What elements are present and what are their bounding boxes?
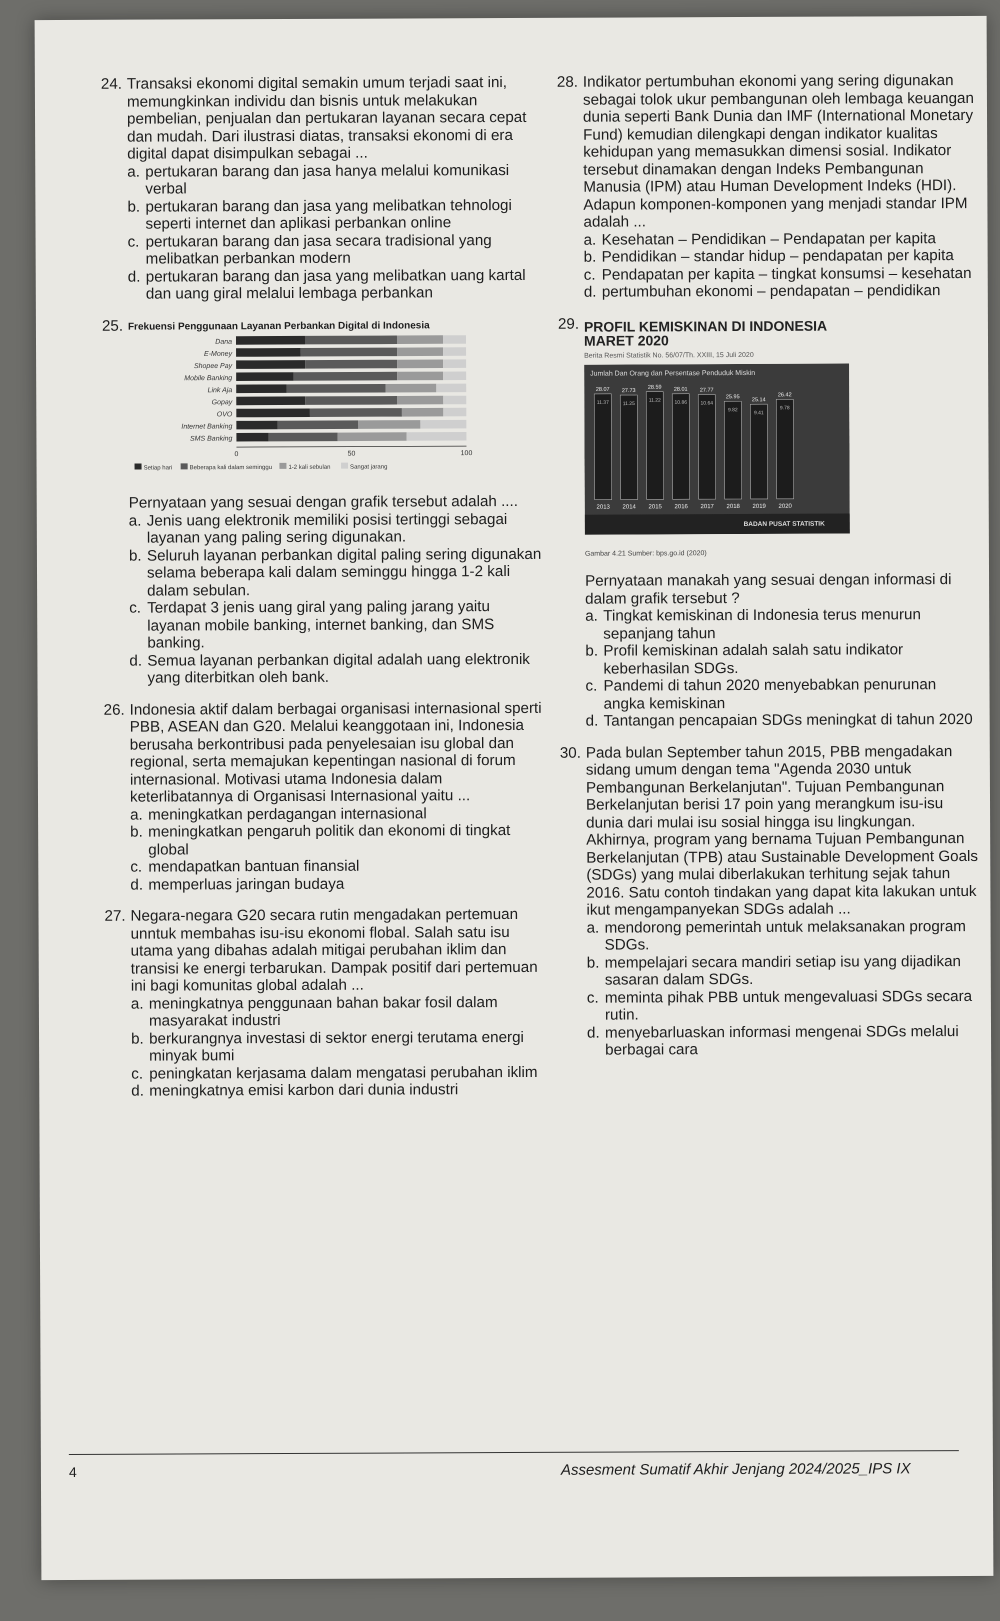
bar-segment: [397, 371, 443, 380]
legend-label: 1-2 kali sebulan: [288, 464, 331, 471]
year-label: 2020: [778, 503, 792, 510]
option-d[interactable]: d. menyebarluaskan informasi mengenai SDGs melalui berbagai cara: [586, 1022, 959, 1059]
option-c[interactable]: c. Terdapat 3 jenis uang giral yang paling jarang yaitu layanan mobile banking, internet banking, dan SMS banking.: [129, 598, 495, 652]
bar-segment: [407, 432, 467, 441]
poverty-bar: [724, 401, 741, 499]
option-a[interactable]: a. pertukaran barang dan jasa hanya melalui komunikasi verbal: [127, 161, 510, 198]
data-label: 28.07: [595, 386, 610, 393]
option-c[interactable]: c. Pandemi di tahun 2020 menyebabkan penurunan angka kemiskinan: [585, 676, 937, 713]
bar-segment: [305, 396, 397, 405]
option-d[interactable]: d. Tantangan pencapaian SDGs meningkat di tahun 2020: [585, 710, 973, 730]
bar-segment: [397, 395, 443, 404]
option-b[interactable]: b. berkurangnya investasi di sektor energi terutama energi minyak bumi: [131, 1028, 524, 1065]
year-label: 2017: [700, 504, 714, 511]
x-axis: [236, 446, 466, 447]
option-b[interactable]: b. Pendidikan – standar hidup – pendapatan per kapita: [583, 247, 954, 266]
question-30: [560, 742, 981, 1059]
bar-segment: [236, 420, 277, 429]
legend-swatch: [181, 463, 188, 469]
option-c[interactable]: c. mendapatkan bantuan finansial: [130, 857, 360, 876]
infographic-caption: Jumlah Dan Orang dan Persentase Penduduk Miskin: [590, 369, 756, 378]
poverty-infographic: [584, 318, 850, 539]
footer-divider: [69, 1450, 959, 1455]
data-label: 27.73: [621, 388, 636, 395]
footer-title: Assesment Sumatif Akhir Jenjang 2024/2025_IPS IX: [560, 1460, 911, 1479]
digital-banking-chart: [128, 319, 543, 486]
data-label: 28.01: [673, 386, 688, 393]
category-label: Gopay: [211, 398, 233, 406]
poverty-bar: [776, 399, 793, 499]
source-label: BADAN PUSAT STATISTIK: [743, 520, 825, 528]
question-stem: Negara-negara G20 secara rutin mengadakan pertemuan unntuk membahas isu-isu ekonomi flobal. Salah satu isu utama yang dibahas adalah mitigai perubahan iklim dan transisi ke energi terbarukan. Dampak positif dari pertemuan ini bagi komunitas global adalah ...: [130, 905, 538, 995]
bar-segment: [310, 408, 402, 417]
infographic-title: PROFIL KEMISKINAN DI INDONESIA MARET 2020: [583, 317, 827, 349]
percent-label: 11.37: [596, 399, 609, 406]
option-c[interactable]: c. meminta pihak PBB untuk mengevaluasi SDGs secara rutin.: [586, 987, 973, 1024]
poverty-bar-chart: [584, 364, 850, 535]
percent-label: 9.82: [727, 407, 738, 414]
poverty-bar: [594, 394, 611, 500]
question-number: 25.: [101, 317, 124, 335]
tick-label: 50: [347, 450, 356, 458]
percent-label: 10.64: [700, 400, 714, 407]
percent-label: 9.78: [779, 405, 790, 412]
bar-segment: [443, 359, 466, 368]
question-27: [104, 906, 545, 1100]
bar-segment: [278, 420, 359, 429]
option-b[interactable]: b. Seluruh layanan perbankan digital paling sering digunakan selama beberapa kali dalam seminggu hingga 1-2 kali dalam sebulan.: [128, 545, 542, 600]
frequency-bar-chart: [128, 330, 519, 482]
bar-segment: [236, 372, 294, 381]
question-number: 24.: [100, 75, 123, 93]
legend-swatch: [135, 463, 142, 469]
bar-segment: [397, 335, 443, 344]
question-26: [104, 699, 545, 893]
category-label: E-Money: [204, 350, 233, 358]
option-a[interactable]: a. mendorong pemerintah untuk melaksanakan program SDGs.: [586, 917, 966, 954]
tick-label: 0: [234, 450, 239, 458]
bar-segment: [358, 420, 420, 429]
legend-label: Beberapa kali dalam seminggu: [189, 464, 273, 471]
year-label: 2019: [752, 503, 766, 510]
question-number: 26.: [103, 701, 125, 719]
data-label: 27.77: [699, 387, 714, 394]
category-label: Dana: [215, 338, 233, 346]
category-label: Mobile Banking: [184, 374, 233, 382]
question-number: 29.: [557, 315, 580, 333]
bar-segment: [397, 347, 443, 356]
data-label: 25.14: [751, 397, 766, 404]
option-d[interactable]: d. memperluas jaringan budaya: [130, 875, 345, 894]
option-c[interactable]: c. peningkatan kerjasama dalam mengatasi perubahan iklim: [131, 1063, 538, 1083]
bar-segment: [443, 347, 466, 356]
option-d[interactable]: d. Semua layanan perbankan digital adalah uang elektronik yang diterbitkan oleh bank.: [129, 650, 530, 687]
chart-title: Frekuensi Penggunaan Layanan Perbankan Digital di Indonesia: [127, 319, 430, 333]
question-stem: Pada bulan September tahun 2015, PBB mengadakan sidang umum dengan tema "Agenda 2030 untuk Pembangunan Berkelanjutan". Tujuan Pembangunan Berkelanjutan berisi 17 poin yang merangkum isu-isu dunia dari mulai isu sosial hingga isu lingkungan. Akhirnya, program yang bernama Tujuan Pembangunan Berkelanjutan (TPB) atau Sustainable Development Goals (SDGs) yang mulai diberlakukan terhitung sejak tahun 2016. Satu contoh tindakan yang dapat kita lakukan untuk ikut mengampanyekan SDGs adalah ...: [585, 742, 979, 919]
option-d[interactable]: d. pertukaran barang dan jasa yang melibatkan uang kartal dan uang giral melalui lembaga perbankan: [127, 266, 526, 303]
question-29: [558, 313, 980, 730]
bar-segment: [294, 371, 398, 380]
option-d[interactable]: d. pertumbuhan ekonomi – pendapatan – pendidikan: [583, 282, 941, 301]
category-label: Shopee Pay: [193, 362, 233, 370]
legend-swatch: [341, 462, 348, 468]
bar-segment: [305, 359, 397, 368]
percent-label: 9.41: [753, 410, 764, 417]
bar-segment: [443, 335, 466, 344]
poverty-bar: [698, 395, 715, 500]
page-number: 4: [68, 1463, 77, 1480]
legend-label: Setiap hari: [143, 464, 173, 472]
year-label: 2015: [648, 504, 662, 511]
bar-segment: [420, 419, 466, 428]
bar-segment: [443, 371, 466, 380]
right-column: [557, 72, 981, 1073]
bar-segment: [236, 432, 268, 441]
option-a[interactable]: a. meningkatnya penggunaan bahan bakar fosil dalam masyarakat industri: [130, 993, 498, 1030]
category-label: SMS Banking: [189, 435, 233, 443]
poverty-bar: [750, 404, 767, 499]
left-column: [101, 74, 546, 1114]
option-a[interactable]: a. meningkatkan perdagangan internasional: [130, 804, 427, 824]
bar-segment: [236, 360, 305, 369]
question-number: 30.: [559, 744, 581, 762]
poverty-bar: [646, 392, 663, 500]
bar-segment: [236, 348, 300, 357]
option-a[interactable]: a. Jenis uang elektronik memiliki posisi tertinggi sebagai layanan yang paling sering digunakan.: [128, 510, 508, 547]
question-number: 27.: [104, 907, 126, 925]
tick-label: 100: [460, 449, 473, 457]
bar-segment: [402, 407, 443, 416]
option-b[interactable]: b. meningkatkan pengaruh politik dan ekonomi di tingkat global: [130, 822, 511, 859]
year-label: 2018: [726, 504, 740, 511]
option-a[interactable]: a. Tingkat kemiskinan di Indonesia terus menurun sepanjang tahun: [585, 606, 921, 643]
data-label: 28.59: [647, 384, 662, 391]
poverty-bar: [672, 394, 689, 500]
option-b[interactable]: b. mempelajari secara mandiri setiap isu yang dijadikan sasaran dalam SDGs.: [586, 952, 962, 989]
question-stem: Pernyataan manakah yang sesuai dengan informasi di dalam grafik tersebut ?: [585, 571, 952, 608]
question-stem: Indikator pertumbuhan ekonomi yang sering digunakan sebagai tolok ukur pembangunan oleh lembaga keuangan dunia seperti Bank Dunia dan IMF (International Monetary Fund) kemudian dilengkapi dengan indikator kualitas kehidupan yang memasukkan dimensi sosial. Indikator tersebut dinamakan dengan Indeks Pembangunan Manusia (IPM) atau Human Development Indeks (HDI). Adapun komponen-komponen yang menjadi standar IPM adalah ...: [582, 72, 974, 231]
option-c[interactable]: c. pertukaran barang dan jasa secara tradisional yang melibatkan perbankan modern: [127, 231, 492, 268]
bar-segment: [386, 383, 437, 392]
bar-segment: [300, 347, 397, 356]
bar-segment: [236, 335, 305, 344]
question-stem: Transaksi ekonomi digital semakin umum terjadi saat ini, memungkinkan individu dan bisnis untuk melakukan pembelian, penjualan dan pertukaran layanan secara cepat dan mudah. Dari ilustrasi diatas, transaksi ekonomi di era digital dapat disimpulkan sebagai ...: [126, 74, 527, 163]
legend-swatch: [279, 462, 286, 468]
bar-segment: [236, 384, 287, 393]
bar-segment: [436, 383, 466, 392]
question-stem: Indonesia aktif dalam berbagai organisasi internasional sperti PBB, ASEAN dan G20. Melalui keanggotaan ini, Indonesia berusaha berkontribusi pada penyelesaian isu global dan regional, serta memajukan kepentingan nasional di forum internasional. Motivasi utama Indonesia dalam keterlibatannya di Organisasi Internasional yaitu ...: [129, 699, 542, 806]
bar-segment: [287, 383, 386, 392]
question-25: [102, 315, 544, 687]
category-label: Internet Banking: [181, 422, 233, 431]
legend-label: Sangat jarang: [350, 463, 388, 471]
percent-label: 11.22: [648, 397, 661, 404]
bar-segment: [397, 359, 443, 368]
data-label: 26.42: [777, 392, 792, 399]
question-28: [557, 72, 978, 301]
bar-segment: [443, 395, 466, 404]
percent-label: 11.25: [622, 401, 635, 408]
year-label: 2016: [674, 504, 688, 511]
figure-caption: Gambar 4.21 Sumber: bps.go.id (2020): [584, 549, 707, 558]
percent-label: 10.86: [674, 399, 688, 406]
question-24: [101, 74, 542, 303]
bar-segment: [269, 432, 338, 441]
poverty-bar: [620, 395, 637, 500]
bar-segment: [305, 335, 397, 344]
bar-segment: [338, 432, 407, 441]
option-a[interactable]: a. Kesehatan – Pendidikan – Pendapatan per kapita: [583, 229, 936, 249]
bar-segment: [236, 408, 310, 417]
exam-sheet: [35, 16, 994, 1580]
category-label: OVO: [216, 410, 233, 418]
option-b[interactable]: b. Profil kemiskinan adalah salah satu indikator keberhasilan SDGs.: [585, 641, 904, 678]
question-stem: Pernyataan yang sesuai dengan grafik tersebut adalah ....: [128, 492, 518, 512]
infographic-subtitle: Berita Resmi Statistik No. 56/07/Th. XXIII, 15 Juli 2020: [584, 351, 754, 360]
year-label: 2014: [622, 504, 636, 511]
option-d[interactable]: d. meningkatnya emisi karbon dari dunia industri: [131, 1081, 459, 1100]
bar-segment: [443, 407, 466, 416]
question-number: 28.: [556, 73, 579, 91]
year-label: 2013: [596, 504, 610, 511]
data-label: 25.95: [725, 394, 740, 401]
option-c[interactable]: c. Pendapatan per kapita – tingkat konsumsi – kesehatan: [583, 264, 972, 284]
bar-segment: [236, 396, 305, 405]
option-b[interactable]: b. pertukaran barang dan jasa yang melibatkan tehnologi seperti internet dan aplikasi perbankan online: [127, 196, 512, 233]
category-label: Link Aja: [207, 386, 233, 394]
